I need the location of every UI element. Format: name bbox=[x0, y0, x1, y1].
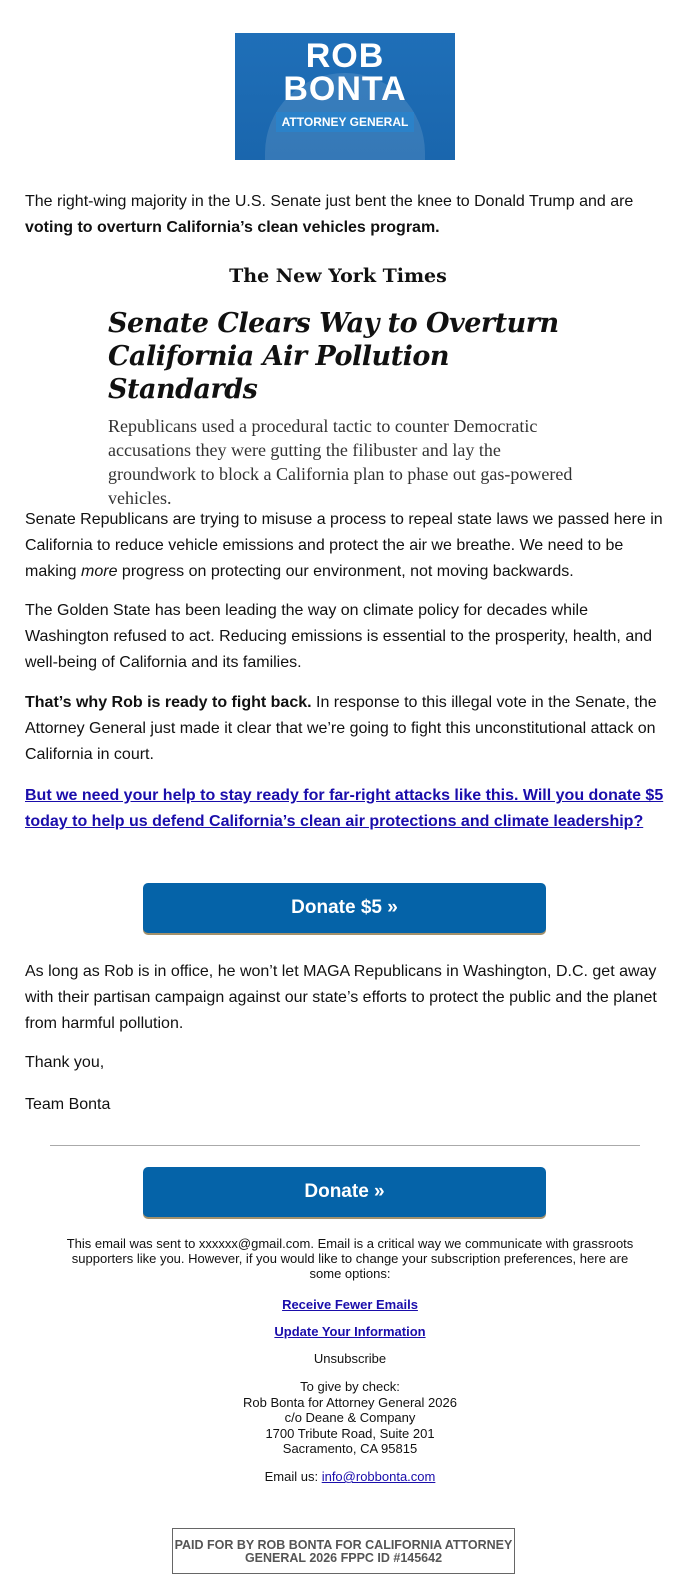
intro-paragraph bbox=[25, 189, 670, 241]
receive-fewer-emails-link[interactable]: Receive Fewer Emails bbox=[282, 1297, 418, 1312]
nyt-headline: Senate Clears Way to Overturn California Air Pollution Standards bbox=[108, 308, 559, 405]
nyt-masthead: The New York Times bbox=[229, 265, 447, 287]
check-line: To give by check: bbox=[300, 1379, 400, 1394]
update-information-link[interactable]: Update Your Information bbox=[274, 1324, 426, 1339]
p4-bold: That’s why Rob is ready to fight back. bbox=[25, 694, 312, 711]
logo-line2: BONTA bbox=[283, 70, 407, 108]
check-address bbox=[60, 1379, 640, 1457]
intro-text: The right-wing majority in the U.S. Senate just bent the knee to Donald Trump and are bbox=[25, 193, 634, 210]
donate-ask-link[interactable]: But we need your help to stay ready for far-right attacks like this. Will you donate $5 today to help us defend California’s clean air protections and climate leadership? bbox=[25, 787, 664, 830]
donate-5-button[interactable]: Donate $5 » bbox=[143, 883, 546, 933]
unsubscribe-link[interactable]: Unsubscribe bbox=[313, 1351, 387, 1366]
divider bbox=[50, 1145, 640, 1146]
paragraph-5: As long as Rob is in office, he won’t let MAGA Republicans in Washington, D.C. get away with their partisan campaign against our state’s efforts to protect the public and the planet from harmful pollution. bbox=[25, 963, 657, 1032]
check-line: c/o Deane & Company bbox=[284, 1410, 416, 1425]
logo-line1: ROB bbox=[305, 37, 385, 75]
paid-for-disclaimer: PAID FOR BY ROB BONTA FOR CALIFORNIA ATTORNEY GENERAL 2026 FPPC ID #145642 bbox=[172, 1528, 515, 1574]
paragraph-2 bbox=[25, 507, 670, 585]
email-us bbox=[60, 1469, 640, 1484]
check-line: Sacramento, CA 95815 bbox=[282, 1441, 418, 1456]
nyt-summary: Republicans used a procedural tactic to counter Democratic accusations they were gutting the filibuster and lay the groundwork to block a California plan to phase out gas-powered vehicles. bbox=[108, 416, 573, 508]
check-line: 1700 Tribute Road, Suite 201 bbox=[265, 1425, 435, 1441]
thanks-text: Thank you, bbox=[25, 1054, 105, 1071]
rob-bonta-logo bbox=[235, 33, 455, 160]
paragraph-3: The Golden State has been leading the way on climate policy for decades while Washington refused to act. Reducing emissions is essential to the prosperity, health, and well-being of California and its families. bbox=[25, 602, 653, 671]
logo-subtitle: ATTORNEY GENERAL bbox=[276, 112, 415, 132]
paragraph-4 bbox=[25, 690, 670, 768]
signature: Team Bonta bbox=[25, 1096, 111, 1113]
nyt-article-image bbox=[108, 265, 588, 510]
donate-button[interactable]: Donate » bbox=[143, 1167, 546, 1217]
p2-text: Senate Republicans are trying to misuse a process to repeal state laws we passed here in California to reduce vehicle emissions and protect the air we breathe. We need to be making bbox=[25, 511, 663, 580]
footer-notice: This email was sent to xxxxxx@gmail.com. Email is a critical way we communicate with grassroots supporters like you. However, if you would like to change your subscription preferences, here are some options: bbox=[66, 1236, 634, 1281]
email-link[interactable]: info@robbonta.com bbox=[321, 1469, 436, 1484]
check-line: Rob Bonta for Attorney General 2026 bbox=[243, 1394, 457, 1410]
email-us-label: Email us: bbox=[264, 1469, 322, 1484]
p2-text-end: progress on protecting our environment, not moving backwards. bbox=[117, 563, 574, 580]
p2-emphasis: more bbox=[81, 563, 118, 580]
intro-bold: voting to overturn California’s clean vehicles program. bbox=[25, 219, 440, 236]
p4-text: In response to this illegal vote in the Senate, the Attorney General just made it clear that we’re going to fight this unconstitutional attack on California in court. bbox=[25, 694, 657, 763]
